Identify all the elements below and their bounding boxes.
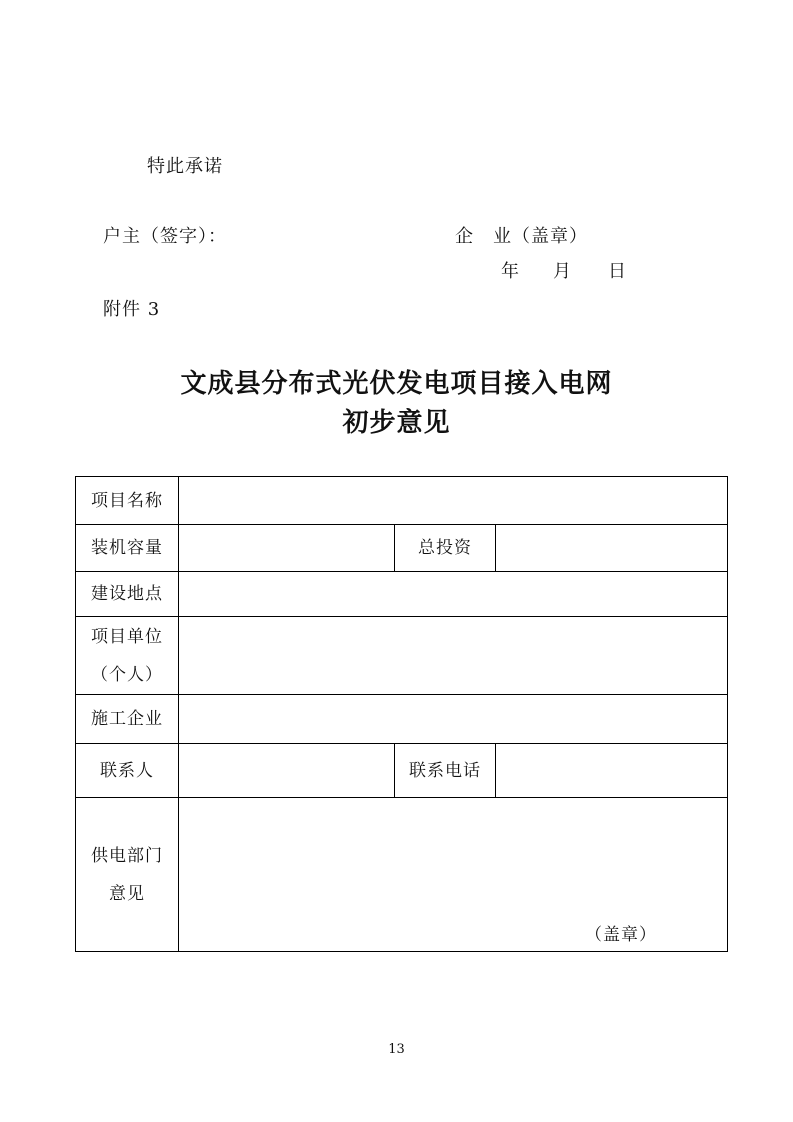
capacity-field[interactable] — [179, 525, 395, 572]
row-contact — [76, 744, 728, 798]
unit-label — [76, 617, 179, 695]
attachment-label: 附件 3 — [103, 299, 161, 320]
contact-field[interactable] — [179, 744, 395, 798]
phone-label: 联系电话 — [395, 744, 496, 798]
owner-signature-label: 户主（签字）： — [103, 226, 227, 247]
location-label: 建设地点 — [76, 572, 179, 617]
date-year: 年 — [501, 261, 520, 282]
unit-field[interactable] — [179, 617, 728, 695]
page-number: 13 — [388, 1042, 405, 1057]
row-opinion — [76, 798, 728, 952]
opinion-label-line1: 供电部门 — [91, 845, 163, 866]
unit-label-line2: （个人） — [91, 664, 163, 685]
opinion-field[interactable] — [179, 798, 728, 952]
promise-text: 特此承诺 — [147, 156, 223, 177]
opinion-label — [76, 798, 179, 952]
phone-field[interactable] — [496, 744, 728, 798]
date-month: 月 — [553, 261, 572, 282]
opinion-label-line2: 意见 — [109, 883, 145, 904]
contact-label: 联系人 — [76, 744, 179, 798]
row-project-name — [76, 477, 728, 525]
seal-label: （盖章） — [585, 925, 658, 945]
row-unit — [76, 617, 728, 695]
document-title-line2: 初步意见 — [342, 408, 451, 438]
unit-label-line1: 项目单位 — [91, 626, 163, 647]
contractor-field[interactable] — [179, 695, 728, 744]
capacity-label: 装机容量 — [76, 525, 179, 572]
contractor-label: 施工企业 — [76, 695, 179, 744]
row-capacity — [76, 525, 728, 572]
date-day: 日 — [608, 261, 627, 282]
project-name-field[interactable] — [179, 477, 728, 525]
row-location — [76, 572, 728, 617]
project-name-label: 项目名称 — [76, 477, 179, 525]
company-seal-label: 企 业（盖章） — [455, 226, 588, 247]
total-investment-label: 总投资 — [395, 525, 496, 572]
document-title-line1: 文成县分布式光伏发电项目接入电网 — [180, 369, 613, 399]
total-investment-field[interactable] — [496, 525, 728, 572]
opinion-form-table — [75, 476, 728, 952]
row-contractor — [76, 695, 728, 744]
location-field[interactable] — [179, 572, 728, 617]
